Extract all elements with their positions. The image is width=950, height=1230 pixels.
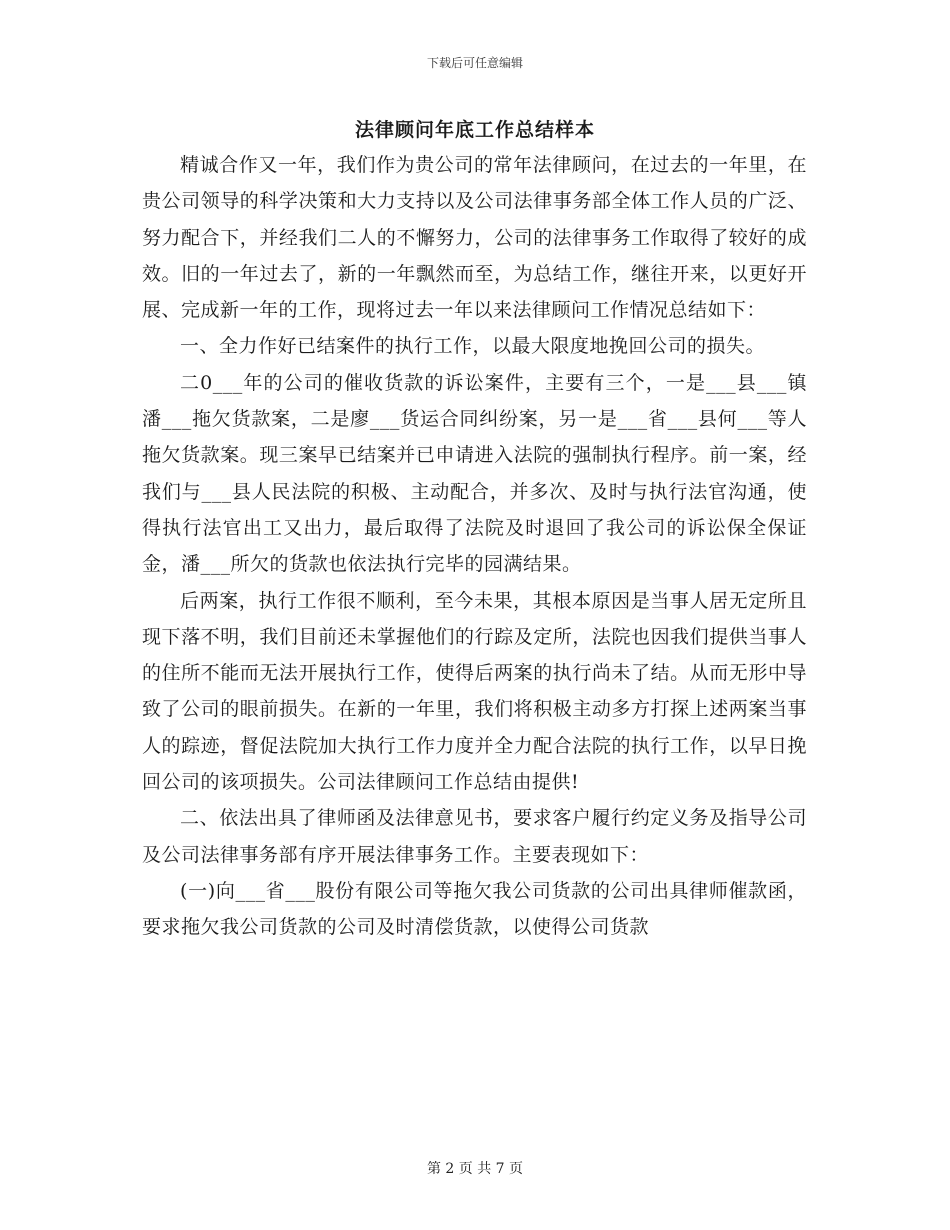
page-number: 第 2 页 共 7 页 bbox=[426, 1161, 524, 1177]
paragraph-section-1-heading: 一、全力作好已结案件的执行工作，以最大限度地挽回公司的损失。 bbox=[180, 335, 766, 358]
paragraph-intro: 精诚合作又一年，我们作为贵公司的常年法律顾问，在过去的一年里，在贵公司领导的科学决策和大力支持以及公司法律事务部全体工作人员的广泛、努力配合下，并经我们二人的不懈努力，公司的法律事务工作取得了较好的成效。旧的一年过去了，新的一年飘然而至，为总结工作，继往开来，以更好开展、完成新一年的工作，现将过去一年以来法律顾问工作情况总结如下： bbox=[142, 154, 807, 322]
paragraph-cases: 二0___年的公司的催收货款的诉讼案件，主要有三个，一是___县___镇潘___拖欠货款案，二是廖___货运合同纠纷案，另一是___省___县何___等人拖欠货款案。现三案早已结案并已申请进入法院的强制执行程序。前一案，经我们与___县人民法院的积极、主动配合，并多次、及时与执行法官沟通，使得执行法官出工又出力，最后取得了法院及时退回了我公司的诉讼保全保证金，潘___所欠的货款也依法执行完毕的园满结果。 bbox=[142, 371, 807, 576]
paragraph-section-2-heading: 二、依法出具了律师函及法律意见书，要求客户履行约定义务及指导公司及公司法律事务部有序开展法律事务工作。主要表现如下： bbox=[142, 807, 807, 866]
paragraph-item-1: (一)向___省___股份有限公司等拖欠我公司货款的公司出具律师催款函，要求拖欠我公司货款的公司及时清偿货款，以使得公司货款 bbox=[142, 879, 807, 939]
document-title: 法律顾问年底工作总结样本 bbox=[354, 119, 595, 141]
paragraph-remaining-cases: 后两案，执行工作很不顺利，至今未果，其根本原因是当事人居无定所且现下落不明，我们目前还未掌握他们的行踪及定所，法院也因我们提供当事人的住所不能而无法开展执行工作，使得后两案的执行尚未了结。从而无形中导致了公司的眼前损失。在新的一年里，我们将积极主动多方打探上述两案当事人的踪迹，督促法院加大执行工作力度并全力配合法院的执行工作，以早日挽回公司的该项损失。公司法律顾问工作总结由提供! bbox=[142, 589, 807, 794]
page-header-note: 下载后可任意编辑 bbox=[426, 56, 523, 70]
document-body bbox=[142, 147, 807, 946]
